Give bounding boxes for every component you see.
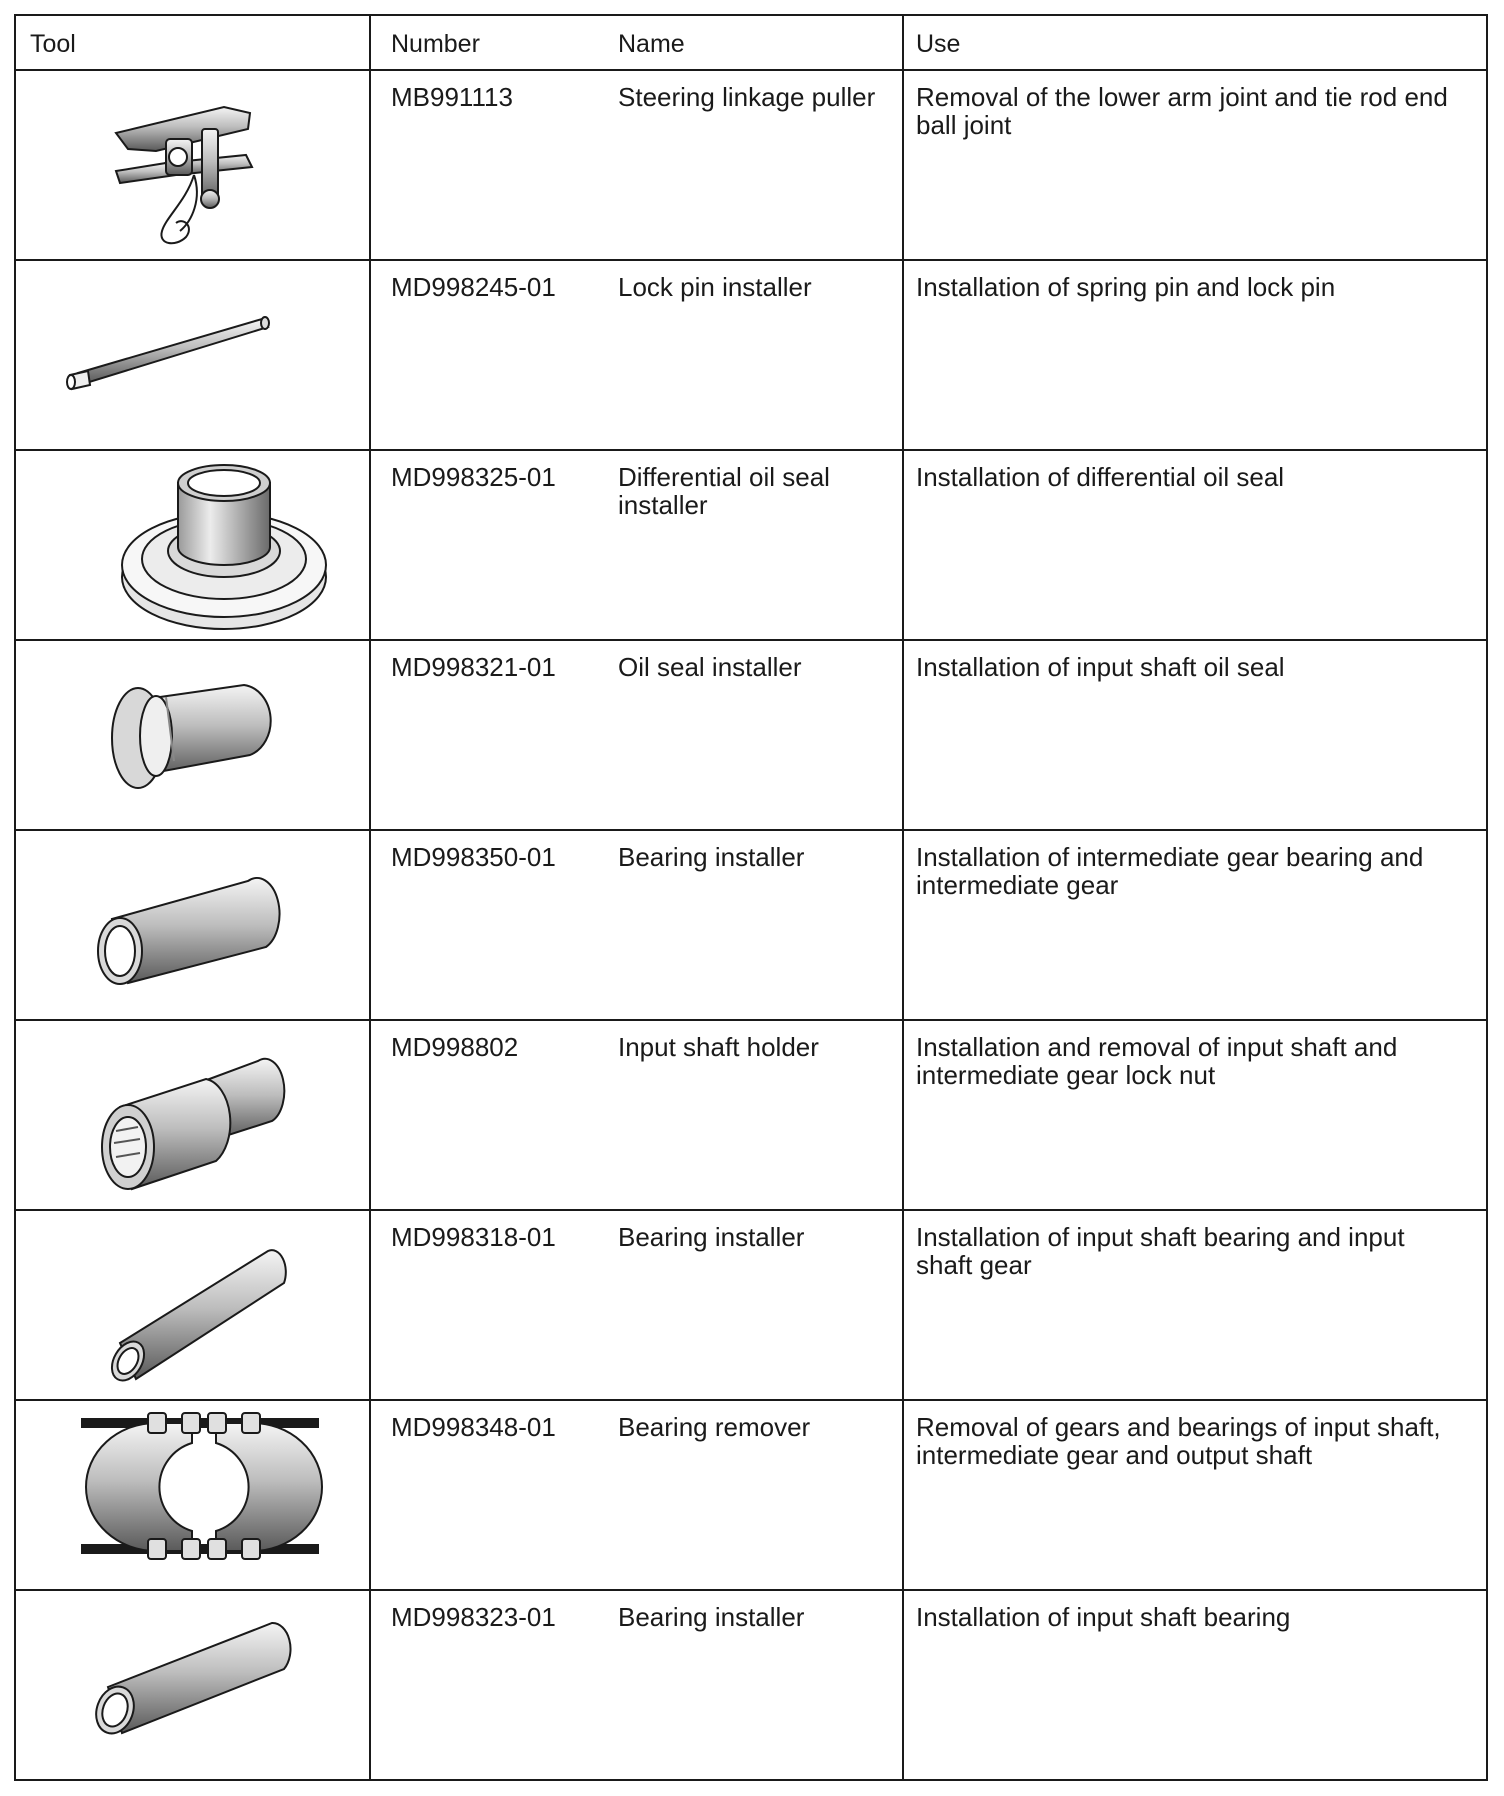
header-tool: Tool [15,15,370,70]
bearing-installer-icon [16,1211,371,1399]
oil-seal-installer-icon [16,641,371,829]
input-shaft-holder-icon [16,1021,371,1209]
tool-use-cell: Installation of input shaft oil seal [903,640,1487,830]
bearing-remover-icon [16,1401,371,1589]
tool-number-cell: MD998802 [370,1020,602,1210]
tool-use-cell: Installation of spring pin and lock pin [903,260,1487,450]
steering-linkage-puller-icon [16,71,371,259]
table-row [15,1590,1487,1780]
lock-pin-installer-icon [16,261,371,449]
tool-illustration-cell [15,260,370,450]
tool-name-cell: Bearing remover [602,1400,903,1590]
tool-name-cell: Steering linkage puller [602,70,903,260]
table-header-row [15,15,1487,70]
tool-number-cell: MD998318-01 [370,1210,602,1400]
tool-name-cell: Lock pin installer [602,260,903,450]
tool-use-cell: Installation and removal of input shaft and intermediate gear lock nut [903,1020,1487,1210]
table-row [15,450,1487,640]
tool-illustration-cell [15,830,370,1020]
differential-oil-seal-installer-icon [16,451,371,639]
tool-use-cell: Installation of input shaft bearing [903,1590,1487,1780]
tool-use-cell: Removal of gears and bearings of input shaft, intermediate gear and output shaft [903,1400,1487,1590]
table-row [15,260,1487,450]
tool-number-cell: MD998350-01 [370,830,602,1020]
tool-illustration-cell [15,70,370,260]
tool-number-cell: MD998321-01 [370,640,602,830]
tool-number-cell: MD998323-01 [370,1590,602,1780]
tool-name-cell: Bearing installer [602,1210,903,1400]
bearing-installer-icon [16,831,371,1019]
table-row [15,1400,1487,1590]
tool-name-cell: Oil seal installer [602,640,903,830]
header-use: Use [903,15,1487,70]
tool-number-cell: MB991113 [370,70,602,260]
tool-use-cell: Installation of input shaft bearing and input shaft gear [903,1210,1487,1400]
header-number: Number [370,15,602,70]
table-row [15,1020,1487,1210]
tool-illustration-cell [15,640,370,830]
bearing-installer-icon [16,1591,371,1779]
tool-use-cell: Installation of differential oil seal [903,450,1487,640]
table-row [15,1210,1487,1400]
tool-illustration-cell [15,1020,370,1210]
tool-name-cell: Bearing installer [602,1590,903,1780]
special-tools-sheet [14,14,1488,1786]
table-row [15,70,1487,260]
tool-name-cell: Input shaft holder [602,1020,903,1210]
tool-illustration-cell [15,1210,370,1400]
tool-name-cell: Bearing installer [602,830,903,1020]
tool-use-cell: Removal of the lower arm joint and tie rod end ball joint [903,70,1487,260]
table-row [15,830,1487,1020]
table-row [15,640,1487,830]
tool-illustration-cell [15,1400,370,1590]
tool-use-cell: Installation of intermediate gear bearing and intermediate gear [903,830,1487,1020]
header-name: Name [602,15,903,70]
special-tools-table [14,14,1488,1781]
tool-illustration-cell [15,1590,370,1780]
tool-number-cell: MD998325-01 [370,450,602,640]
tool-illustration-cell [15,450,370,640]
tool-number-cell: MD998348-01 [370,1400,602,1590]
tool-name-cell: Differential oil seal installer [602,450,903,640]
tool-number-cell: MD998245-01 [370,260,602,450]
